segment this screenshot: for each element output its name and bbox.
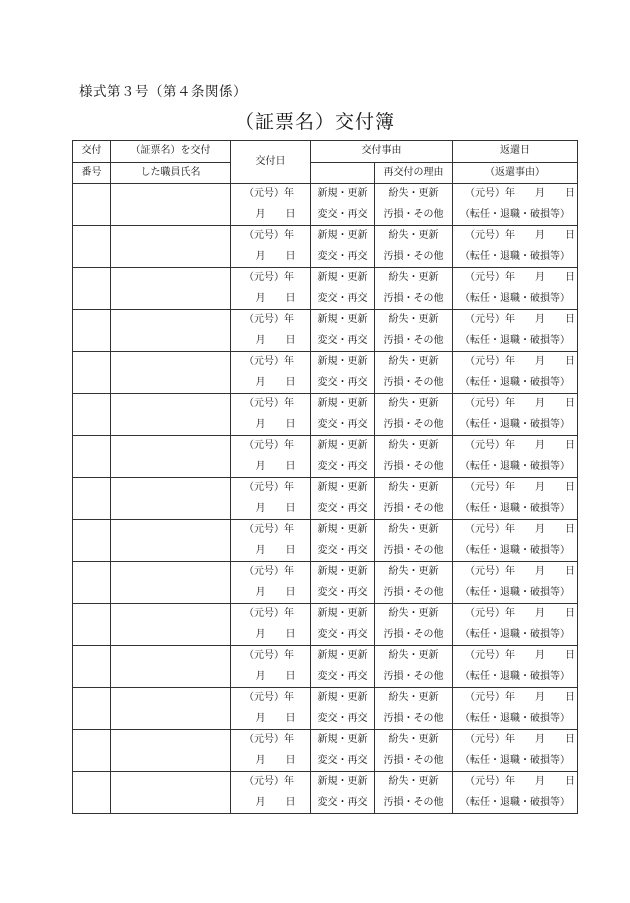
return-date-cell (453, 184, 578, 226)
issue-type-cell (311, 520, 375, 562)
issue-date-month-day: 月 日 (255, 502, 296, 514)
issue-type-cell (311, 478, 375, 520)
issue-number-cell (73, 436, 111, 478)
issue-type-options-1: 新規・更新 (317, 272, 368, 283)
reissue-reason-options-1: 紛失・更新 (388, 734, 439, 745)
issue-type-options-2: 変交・再交 (317, 502, 368, 514)
issue-type-options-1: 新規・更新 (317, 734, 368, 745)
return-date: （元号）年 月 日 (465, 188, 575, 199)
reissue-reason-options-2: 汚損・その他 (383, 502, 444, 514)
staff-name-cell (111, 604, 231, 646)
return-reason: （転任・退職・破損等） (460, 712, 570, 724)
issue-date-era-year: （元号）年 (244, 524, 294, 535)
staff-name-cell (111, 394, 231, 436)
staff-name-cell (111, 184, 231, 226)
issue-date-era-year: （元号）年 (244, 440, 294, 451)
return-reason: （転任・退職・破損等） (460, 544, 570, 556)
issue-number-cell (73, 268, 111, 310)
staff-name-cell (111, 478, 231, 520)
issue-type-options-2: 変交・再交 (317, 754, 368, 766)
reissue-reason-cell (375, 772, 453, 814)
reissue-reason-options-2: 汚損・その他 (383, 670, 444, 682)
issue-date-era-year: （元号）年 (244, 734, 294, 745)
issue-type-options-1: 新規・更新 (317, 482, 368, 493)
reissue-reason-options-1: 紛失・更新 (388, 314, 439, 325)
table-row (73, 310, 578, 352)
reissue-reason-cell (375, 478, 453, 520)
issue-type-options-1: 新規・更新 (317, 692, 368, 703)
staff-name-cell (111, 772, 231, 814)
return-reason: （転任・退職・破損等） (460, 670, 570, 682)
issue-date-era-year: （元号）年 (244, 398, 294, 409)
return-date-cell (453, 562, 578, 604)
reissue-reason-options-2: 汚損・その他 (383, 628, 444, 640)
issue-number-cell (73, 184, 111, 226)
table-row (73, 436, 578, 478)
issue-type-options-2: 変交・再交 (317, 628, 368, 640)
header-issue-number: 交付 (73, 141, 111, 163)
issue-date-month-day: 月 日 (255, 376, 296, 388)
reissue-reason-cell (375, 352, 453, 394)
return-date: （元号）年 月 日 (465, 692, 575, 703)
table-row (73, 268, 578, 310)
issue-date-cell (231, 646, 311, 688)
issue-number-cell (73, 352, 111, 394)
return-date-cell (453, 478, 578, 520)
reissue-reason-options-1: 紛失・更新 (388, 188, 439, 199)
return-date-cell (453, 394, 578, 436)
issue-type-options-1: 新規・更新 (317, 776, 368, 787)
issue-date-month-day: 月 日 (255, 334, 296, 346)
document-title: （証票名）交付簿 (234, 111, 395, 133)
header-new-type-blank (311, 162, 375, 184)
issue-date-cell (231, 562, 311, 604)
issue-date-cell (231, 478, 311, 520)
issue-type-options-2: 変交・再交 (317, 208, 368, 220)
issue-date-era-year: （元号）年 (244, 230, 294, 241)
reissue-reason-options-1: 紛失・更新 (388, 650, 439, 661)
issue-date-cell (231, 268, 311, 310)
issue-date-month-day: 月 日 (255, 796, 296, 808)
staff-name-cell (111, 562, 231, 604)
issue-number-cell (73, 520, 111, 562)
staff-name-cell (111, 730, 231, 772)
issue-type-cell (311, 352, 375, 394)
issue-type-cell (311, 646, 375, 688)
reissue-reason-options-1: 紛失・更新 (388, 524, 439, 535)
issue-number-cell (73, 394, 111, 436)
issue-type-options-2: 変交・再交 (317, 670, 368, 682)
reissue-reason-cell (375, 562, 453, 604)
reissue-reason-cell (375, 520, 453, 562)
issue-type-cell (311, 604, 375, 646)
reissue-reason-options-1: 紛失・更新 (388, 398, 439, 409)
header-issue-number-2: 番号 (73, 162, 111, 184)
return-date-cell (453, 226, 578, 268)
header-issue-date: 交付日 (231, 141, 311, 184)
issue-date-cell (231, 226, 311, 268)
issue-type-options-1: 新規・更新 (317, 524, 368, 535)
issue-type-options-1: 新規・更新 (317, 314, 368, 325)
return-date-cell (453, 310, 578, 352)
issue-type-options-1: 新規・更新 (317, 650, 368, 661)
return-date-cell (453, 730, 578, 772)
issue-date-cell (231, 604, 311, 646)
form-number: 様式第３号（第４条関係） (79, 84, 247, 100)
reissue-reason-options-2: 汚損・その他 (383, 292, 444, 304)
return-date: （元号）年 月 日 (465, 734, 575, 745)
return-date: （元号）年 月 日 (465, 356, 575, 367)
return-reason: （転任・退職・破損等） (460, 250, 570, 262)
header-staff-name-2: した職員氏名 (111, 162, 231, 184)
return-date-cell (453, 688, 578, 730)
return-date: （元号）年 月 日 (465, 230, 575, 241)
reissue-reason-cell (375, 226, 453, 268)
staff-name-cell (111, 310, 231, 352)
issue-date-month-day: 月 日 (255, 628, 296, 640)
issue-type-options-2: 変交・再交 (317, 418, 368, 430)
reissue-reason-options-1: 紛失・更新 (388, 566, 439, 577)
issue-type-cell (311, 688, 375, 730)
reissue-reason-cell (375, 184, 453, 226)
issue-date-cell (231, 688, 311, 730)
issue-date-era-year: （元号）年 (244, 608, 294, 619)
table-row (73, 352, 578, 394)
reissue-reason-options-2: 汚損・その他 (383, 712, 444, 724)
reissue-reason-options-1: 紛失・更新 (388, 776, 439, 787)
issue-type-cell (311, 436, 375, 478)
issue-type-cell (311, 310, 375, 352)
issue-date-cell (231, 394, 311, 436)
reissue-reason-cell (375, 604, 453, 646)
return-reason: （転任・退職・破損等） (460, 334, 570, 346)
table-row (73, 688, 578, 730)
staff-name-cell (111, 268, 231, 310)
issue-number-cell (73, 562, 111, 604)
issue-date-month-day: 月 日 (255, 544, 296, 556)
reissue-reason-options-2: 汚損・その他 (383, 754, 444, 766)
return-date: （元号）年 月 日 (465, 314, 575, 325)
reissue-reason-options-2: 汚損・その他 (383, 334, 444, 346)
return-date: （元号）年 月 日 (465, 650, 575, 661)
header-issue-reason: 交付事由 (311, 141, 453, 163)
issue-type-cell (311, 184, 375, 226)
reissue-reason-options-2: 汚損・その他 (383, 250, 444, 262)
issue-date-era-year: （元号）年 (244, 650, 294, 661)
return-reason: （転任・退職・破損等） (460, 628, 570, 640)
table-row (73, 562, 578, 604)
issue-date-cell (231, 730, 311, 772)
reissue-reason-options-2: 汚損・その他 (383, 544, 444, 556)
table-row (73, 184, 578, 226)
issue-date-month-day: 月 日 (255, 460, 296, 472)
return-reason: （転任・退職・破損等） (460, 796, 570, 808)
issue-date-month-day: 月 日 (255, 712, 296, 724)
issue-date-month-day: 月 日 (255, 754, 296, 766)
issue-type-options-1: 新規・更新 (317, 608, 368, 619)
reissue-reason-cell (375, 436, 453, 478)
issue-number-cell (73, 646, 111, 688)
staff-name-cell (111, 226, 231, 268)
issue-date-month-day: 月 日 (255, 670, 296, 682)
reissue-reason-options-1: 紛失・更新 (388, 356, 439, 367)
staff-name-cell (111, 520, 231, 562)
return-date-cell (453, 646, 578, 688)
staff-name-cell (111, 352, 231, 394)
reissue-reason-cell (375, 394, 453, 436)
table-row (73, 730, 578, 772)
reissue-reason-options-1: 紛失・更新 (388, 482, 439, 493)
return-date-cell (453, 604, 578, 646)
issue-date-month-day: 月 日 (255, 418, 296, 430)
issue-date-era-year: （元号）年 (244, 272, 294, 283)
return-reason: （転任・退職・破損等） (460, 586, 570, 598)
issue-type-options-2: 変交・再交 (317, 460, 368, 472)
issue-type-options-2: 変交・再交 (317, 334, 368, 346)
return-date: （元号）年 月 日 (465, 566, 575, 577)
issue-type-cell (311, 730, 375, 772)
issue-date-cell (231, 436, 311, 478)
issue-type-options-2: 変交・再交 (317, 376, 368, 388)
table-row (73, 772, 578, 814)
issue-type-cell (311, 226, 375, 268)
staff-name-cell (111, 646, 231, 688)
reissue-reason-cell (375, 268, 453, 310)
issue-date-era-year: （元号）年 (244, 188, 294, 199)
issue-number-cell (73, 226, 111, 268)
return-reason: （転任・退職・破損等） (460, 376, 570, 388)
issue-date-month-day: 月 日 (255, 292, 296, 304)
return-date-cell (453, 352, 578, 394)
issue-date-era-year: （元号）年 (244, 356, 294, 367)
issue-date-month-day: 月 日 (255, 586, 296, 598)
issue-date-cell (231, 352, 311, 394)
return-date-cell (453, 436, 578, 478)
reissue-reason-options-2: 汚損・その他 (383, 376, 444, 388)
header-staff-name: （証票名）を交付 (111, 141, 231, 163)
issuance-register-table (72, 140, 578, 814)
header-return-date: 返還日 (453, 141, 578, 163)
issue-date-month-day: 月 日 (255, 250, 296, 262)
issue-type-options-1: 新規・更新 (317, 566, 368, 577)
reissue-reason-options-2: 汚損・その他 (383, 586, 444, 598)
issue-number-cell (73, 604, 111, 646)
table-row (73, 478, 578, 520)
return-date: （元号）年 月 日 (465, 272, 575, 283)
issue-number-cell (73, 730, 111, 772)
issue-type-options-1: 新規・更新 (317, 356, 368, 367)
issue-date-month-day: 月 日 (255, 208, 296, 220)
issue-type-options-2: 変交・再交 (317, 544, 368, 556)
table-row (73, 604, 578, 646)
reissue-reason-options-2: 汚損・その他 (383, 460, 444, 472)
issue-number-cell (73, 310, 111, 352)
return-date: （元号）年 月 日 (465, 398, 575, 409)
issue-type-cell (311, 772, 375, 814)
staff-name-cell (111, 436, 231, 478)
return-date: （元号）年 月 日 (465, 608, 575, 619)
reissue-reason-options-2: 汚損・その他 (383, 796, 444, 808)
issue-number-cell (73, 688, 111, 730)
issue-type-options-2: 変交・再交 (317, 796, 368, 808)
reissue-reason-options-1: 紛失・更新 (388, 272, 439, 283)
table-row (73, 646, 578, 688)
issue-type-cell (311, 394, 375, 436)
return-reason: （転任・退職・破損等） (460, 754, 570, 766)
table-row (73, 394, 578, 436)
reissue-reason-cell (375, 730, 453, 772)
issue-type-options-1: 新規・更新 (317, 440, 368, 451)
header-row-1 (73, 141, 578, 163)
reissue-reason-options-1: 紛失・更新 (388, 608, 439, 619)
issue-date-era-year: （元号）年 (244, 482, 294, 493)
staff-name-cell (111, 688, 231, 730)
issue-type-options-1: 新規・更新 (317, 398, 368, 409)
reissue-reason-cell (375, 646, 453, 688)
issue-date-cell (231, 520, 311, 562)
issue-type-options-2: 変交・再交 (317, 292, 368, 304)
issue-type-options-2: 変交・再交 (317, 250, 368, 262)
issue-date-era-year: （元号）年 (244, 692, 294, 703)
return-reason: （転任・退職・破損等） (460, 208, 570, 220)
issue-date-era-year: （元号）年 (244, 566, 294, 577)
return-reason: （転任・退職・破損等） (460, 292, 570, 304)
header-return-reason: （返還事由） (453, 162, 578, 184)
issue-date-cell (231, 310, 311, 352)
return-reason: （転任・退職・破損等） (460, 460, 570, 472)
return-date: （元号）年 月 日 (465, 440, 575, 451)
table-row (73, 520, 578, 562)
reissue-reason-options-1: 紛失・更新 (388, 230, 439, 241)
reissue-reason-cell (375, 310, 453, 352)
reissue-reason-options-2: 汚損・その他 (383, 418, 444, 430)
header-reissue-reason: 再交付の理由 (375, 162, 453, 184)
return-date-cell (453, 520, 578, 562)
issue-number-cell (73, 478, 111, 520)
reissue-reason-options-2: 汚損・その他 (383, 208, 444, 220)
return-date-cell (453, 772, 578, 814)
issue-date-cell (231, 184, 311, 226)
issue-date-era-year: （元号）年 (244, 314, 294, 325)
reissue-reason-cell (375, 688, 453, 730)
return-date: （元号）年 月 日 (465, 482, 575, 493)
issue-type-cell (311, 268, 375, 310)
header-row-2 (73, 162, 578, 184)
return-date: （元号）年 月 日 (465, 524, 575, 535)
issue-type-cell (311, 562, 375, 604)
issue-type-options-1: 新規・更新 (317, 230, 368, 241)
issue-date-cell (231, 772, 311, 814)
return-reason: （転任・退職・破損等） (460, 418, 570, 430)
issue-number-cell (73, 772, 111, 814)
return-reason: （転任・退職・破損等） (460, 502, 570, 514)
issue-type-options-2: 変交・再交 (317, 712, 368, 724)
return-date-cell (453, 268, 578, 310)
issue-type-options-1: 新規・更新 (317, 188, 368, 199)
issue-type-options-2: 変交・再交 (317, 586, 368, 598)
reissue-reason-options-1: 紛失・更新 (388, 692, 439, 703)
reissue-reason-options-1: 紛失・更新 (388, 440, 439, 451)
return-date: （元号）年 月 日 (465, 776, 575, 787)
table-row (73, 226, 578, 268)
issue-date-era-year: （元号）年 (244, 776, 294, 787)
